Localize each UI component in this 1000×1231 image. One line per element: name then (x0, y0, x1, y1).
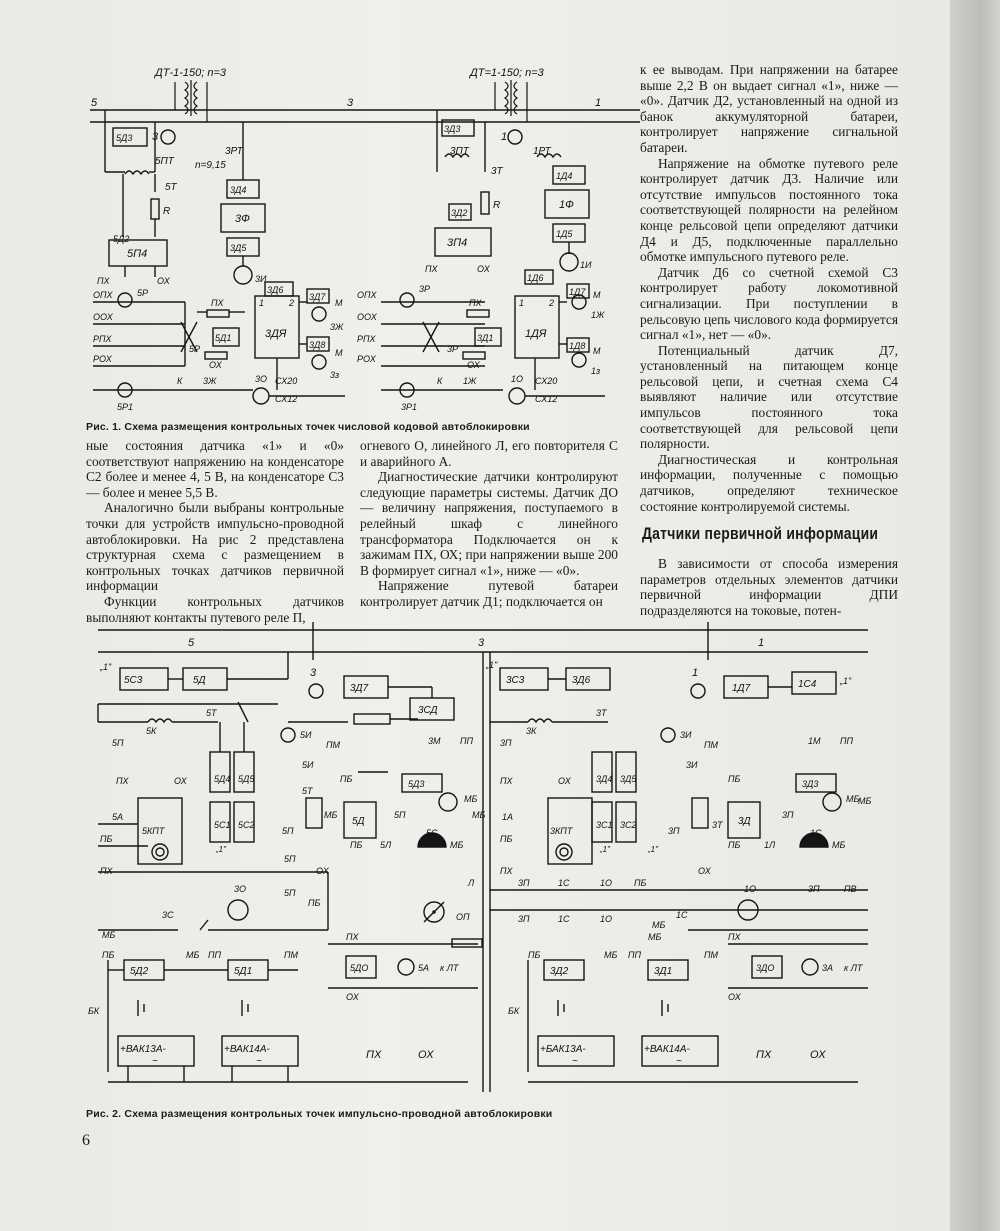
paragraph: Функции контрольных датчиков выполняют контакты путевого реле П, (86, 593, 344, 625)
fig1-label: М (593, 290, 601, 300)
fig2-label: 5И (300, 730, 312, 740)
fig1-label: ОПХ (357, 290, 377, 300)
fig2-label: 3Д6 (572, 675, 591, 686)
fig1-label: ООХ (357, 312, 377, 322)
fig2-label: 5 (188, 637, 195, 649)
fig2-label: МБ (652, 920, 666, 930)
fig1-label: 1Ф (559, 199, 574, 211)
fig2-label: 5П (284, 888, 296, 898)
fig1-label: 5П4 (127, 248, 148, 260)
fig2-label: ПМ (704, 950, 719, 960)
fig2-label: 3П (808, 884, 820, 894)
fig1-label: СХ12 (535, 394, 558, 404)
fig2-label: „1" (216, 845, 226, 854)
fig2-label: ПМ (326, 740, 341, 750)
fig1-label: 3Р (447, 344, 459, 354)
fig2-label: 5П (284, 854, 296, 864)
fig1-label: 3Ф (235, 213, 250, 225)
paragraph: огневого О, линейного Л, его повторителя С и аварийного А. (360, 438, 618, 469)
fig1-label: 1Ж (463, 376, 477, 386)
fig2-label: 1Д7 (732, 683, 751, 694)
fig2-label: 5С1 (214, 820, 231, 830)
fig1-label: СХ12 (275, 394, 298, 404)
fig1-label: ДТ=1-150; n=3 (470, 67, 544, 79)
fig2-label: 5Т (302, 786, 313, 796)
fig2-label: 5Д2 (130, 966, 149, 977)
fig2-label: „1" (486, 660, 498, 670)
fig2-label: 1С (810, 828, 822, 838)
fig2-label: „1" (600, 845, 610, 854)
column-3-continued (640, 556, 898, 618)
fig2-label: 3СД (418, 705, 438, 716)
fig2-label: БК (88, 1006, 100, 1016)
fig2-label: 5К (146, 726, 157, 736)
fig2-label: ПБ (100, 834, 113, 844)
fig1-label: 3Ж (330, 322, 344, 332)
column-2 (360, 438, 618, 610)
fig2-label: МБ (648, 932, 662, 942)
fig1-label: 5Д2 (113, 234, 130, 244)
fig2-label: 5П (282, 826, 294, 836)
fig1-label: 3Д3 (444, 124, 461, 134)
fig2-label: ПХ (500, 776, 513, 786)
fig2-label: МБ (858, 796, 872, 806)
fig1-label: ПХ (211, 298, 224, 308)
fig1-label: ООХ (93, 312, 113, 322)
fig2-label: ПБ (102, 950, 115, 960)
fig2-label: ОХ (174, 776, 187, 786)
fig1-label: 3РТ (225, 146, 243, 157)
fig2-label: ОХ (418, 1049, 434, 1061)
fig2-label: ОХ (316, 866, 329, 876)
fig2-label: 3КПТ (550, 826, 573, 836)
fig1-label: 3з (330, 370, 340, 380)
fig1-label: ОПХ (93, 290, 113, 300)
fig2-label: 1С (558, 878, 570, 888)
fig1-label: 3Д7 (309, 292, 326, 302)
fig2-label: 3Т (596, 708, 607, 718)
fig2-label: „1" (100, 662, 112, 672)
paragraph: Аналогично были выбраны контрольные точки для устройств импульсно-проводной автоблокировки. На рис 2 представлена структурная схема с размещением в контрольных точках датчиков первичной информации (86, 500, 344, 594)
fig2-label: 1С (558, 914, 570, 924)
column-1 (86, 438, 344, 625)
fig2-label: 5А (112, 812, 124, 822)
paragraph: Напряжение путевой батареи контролирует датчик Д1; подключается он (360, 578, 618, 609)
fig2-label: 3О (234, 884, 247, 894)
fig1-label: n=9,15 (195, 160, 226, 171)
fig2-label: ПБ (634, 878, 647, 888)
fig2-label: 3Д (738, 816, 751, 827)
figure-2-caption: Рис. 2. Схема размещения контрольных точек импульсно-проводной автоблокировки (86, 1108, 553, 1120)
paragraph: Диагностическая и контрольная информации, полученные с помощью датчиков, определяют техническое состояние контролируемой системы. (640, 451, 898, 514)
fig2-label: МБ (186, 950, 200, 960)
fig2-label: 5П (394, 810, 406, 820)
fig2-label: 3Д4 (596, 774, 613, 784)
fig2-label: 1 (758, 637, 765, 649)
fig1-label: ОХ (157, 276, 170, 286)
fig2-label: 5Д (352, 816, 365, 827)
fig2-label: 5Д5 (238, 774, 255, 784)
fig1-label: R (493, 200, 501, 211)
fig2-label: ПХ (500, 866, 513, 876)
fig2-label: ПБ (728, 774, 741, 784)
fig2-label: МБ (846, 794, 860, 804)
fig2-label: 5А (418, 963, 430, 973)
fig1-label: 3И (255, 274, 267, 284)
fig2-label: МБ (324, 810, 338, 820)
fig2-label: 1О (600, 878, 613, 888)
fig1-label: 1з (591, 366, 601, 376)
figure-2-schematic (88, 622, 888, 1102)
fig1-label: 1Д5 (556, 229, 573, 239)
fig2-label: 3А (822, 963, 834, 973)
fig2-label: 5Д (193, 675, 206, 686)
fig2-label: 1А (502, 812, 514, 822)
fig2-label: 3П (518, 914, 530, 924)
fig1-label: 5Д1 (215, 333, 232, 343)
fig1-label: 1Д7 (569, 287, 586, 297)
fig2-label: 3Д5 (620, 774, 637, 784)
fig1-label: 1И (580, 260, 592, 270)
fig2-label: 3Д7 (350, 683, 369, 694)
fig1-label: 3Д8 (309, 340, 326, 350)
fig1-label: 3ПТ (450, 146, 469, 157)
fig2-label: 5ДО (350, 963, 369, 973)
fig2-label: ПМ (284, 950, 299, 960)
fig2-label: 3 (310, 667, 317, 679)
fig1-label: СХ20 (275, 376, 298, 386)
fig1-label: СХ20 (535, 376, 558, 386)
fig1-label: 1 (519, 298, 525, 308)
fig1-label: ОХ (209, 360, 222, 370)
fig2-label: 3П (518, 878, 530, 888)
fig2-label: 3 (478, 637, 485, 649)
fig2-label: ПБ (528, 950, 541, 960)
fig2-label: +БАК13А- (540, 1044, 586, 1055)
fig2-label: 5С (426, 828, 438, 838)
fig2-label: к ЛТ (844, 963, 863, 973)
fig1-label: М (335, 348, 343, 358)
fig2-label: ПХ (346, 932, 359, 942)
fig2-label: 5Л (380, 840, 392, 850)
fig2-label: ПХ (116, 776, 129, 786)
page-gutter (950, 0, 1000, 1231)
fig2-label: ПМ (704, 740, 719, 750)
fig2-label: ПБ (340, 774, 353, 784)
fig1-label: 3ДЯ (265, 328, 287, 340)
fig1-label: 1Ж (591, 310, 605, 320)
fig2-label: 5С3 (124, 675, 143, 686)
fig2-label: МБ (832, 840, 846, 850)
fig2-label: 3С3 (506, 675, 525, 686)
fig1-label: 3Т (491, 166, 503, 177)
paragraph: В зависимости от способа измерения параметров отдельных элементов датчики первичной информации ДПИ подразделяются на токовые, потен- (640, 556, 898, 618)
section-heading: Датчики первичной информации (642, 524, 879, 543)
paragraph: Датчик Д6 со счетной схемой С3 контролирует работу локомотивной сигнализации. При поступлении в рельсовую цепь числового кода формируется сигнал «1», нет — «0». (640, 264, 898, 343)
fig2-label: 1С4 (798, 679, 817, 690)
fig2-label: ПБ (500, 834, 513, 844)
fig2-label: 3Д2 (550, 966, 569, 977)
paragraph: Потенциальный датчик Д7, установленный на питающем конце рельсовой цепи, и счетная схема С4 выявляют наличие или отсутствие импульсов постоянного тока соответствующей для рельсовой цепи полярности. (640, 342, 898, 452)
fig1-label: 1Д8 (569, 341, 586, 351)
fig2-label: 5И (302, 760, 314, 770)
fig2-label: ПБ (308, 898, 321, 908)
fig1-label: 1РТ (533, 146, 551, 157)
fig2-label: 3ДО (756, 963, 775, 973)
fig2-label: 5Д3 (408, 779, 425, 789)
fig2-label: БК (508, 1006, 520, 1016)
fig2-label: ПХ (728, 932, 741, 942)
fig2-label: 5Т (206, 708, 217, 718)
fig2-label: „1" (648, 845, 658, 854)
fig1-label: ОХ (467, 360, 480, 370)
fig1-label: К (177, 376, 183, 386)
fig2-label: ОХ (698, 866, 711, 876)
fig2-label: ПХ (756, 1049, 772, 1061)
fig1-label: 3Д5 (230, 243, 247, 253)
fig2-label: 3К (526, 726, 537, 736)
fig2-label: 5Д1 (234, 966, 253, 977)
fig2-label: МБ (464, 794, 478, 804)
fig2-label: ПХ (366, 1049, 382, 1061)
fig2-label: 1 (692, 667, 699, 679)
fig2-label: +ВАК13А- (120, 1044, 166, 1055)
fig2-label: 3П (782, 810, 794, 820)
fig2-label: 3Д1 (654, 966, 673, 977)
fig1-label: 5Р (137, 288, 149, 298)
fig1-label: 1Д4 (556, 171, 573, 181)
fig2-label: 3П (668, 826, 680, 836)
fig1-label: 2 (549, 298, 555, 308)
fig1-label: 3Д6 (267, 285, 284, 295)
paragraph: ные состояния датчика «1» и «0» соответствуют напряжению на конденсаторе С2 более и менее 4, 5 В, на конденсаторе С3 — более и менее 5,5 В. (86, 438, 344, 500)
fig2-label: 3П (500, 738, 512, 748)
fig1-label: 5Р1 (117, 402, 134, 412)
fig2-label: +ВАК14А- (644, 1044, 690, 1055)
fig1-label: ПХ (469, 298, 482, 308)
figure-1-schematic (85, 62, 645, 414)
fig2-label: +ВАК14А- (224, 1044, 270, 1055)
fig1-label: 1 (259, 298, 265, 308)
fig2-label: МБ (450, 840, 464, 850)
fig1-label: РПХ (93, 334, 112, 344)
fig1-label: 1ДЯ (525, 328, 547, 340)
fig2-label: 5Д4 (214, 774, 231, 784)
fig1-label: РОХ (357, 354, 376, 364)
fig2-label: ОП (456, 912, 470, 922)
fig2-label: 5КПТ (142, 826, 165, 836)
fig1-label: 3О (255, 374, 268, 384)
fig1-label: 3П4 (447, 237, 468, 249)
fig1-label: 1 (595, 97, 602, 109)
fig1-label: РПХ (357, 334, 376, 344)
fig2-label: ПХ (100, 866, 113, 876)
fig2-label: ПБ (728, 840, 741, 850)
fig2-label: к ЛТ (440, 963, 459, 973)
fig1-label: 5Д3 (116, 133, 133, 143)
paragraph: Диагностические датчики контролируют следующие параметры системы. Датчик ДО — величину напряжения, поступаемого в релейный шкаф с линейного трансформатора Подключается он к зажимам ПХ, ОХ; при напряжении выше 200 В формирует сигнал «1», ниже — «0». (360, 469, 618, 578)
fig1-label: ДТ-1-150; n=3 (155, 67, 227, 79)
fig1-label: 3Р1 (401, 402, 418, 412)
fig2-label: ПП (840, 736, 854, 746)
fig2-label: 3С2 (620, 820, 637, 830)
fig2-label: ПБ (350, 840, 363, 850)
fig2-label: ПП (208, 950, 222, 960)
fig1-label: 2 (289, 298, 295, 308)
fig2-label: ОХ (558, 776, 571, 786)
fig2-label: ПП (628, 950, 642, 960)
fig1-label: 5ПТ (155, 156, 174, 167)
fig1-label: К (437, 376, 443, 386)
fig1-label: 3 (347, 97, 354, 109)
fig2-label: ОХ (728, 992, 741, 1002)
fig1-label: 5Р (189, 344, 201, 354)
fig2-label: ПП (460, 736, 474, 746)
fig1-label: 3Д4 (230, 185, 247, 195)
fig1-label: R (163, 206, 171, 217)
fig1-label: М (593, 346, 601, 356)
paragraph: к ее выводам. При напряжении на батарее выше 2,2 В он выдает сигнал «1», ниже — «0». Датчик Д2, установленный на одной из банок аккумуляторной батареи, контролирует напряжение сигнальной батареи. (640, 62, 898, 155)
paragraph: Напряжение на обмотке путевого реле контролирует датчик Д3. Наличие или отсутствие импульсов постоянного тока соответствующей полярности на релейном конце рельсовой цепи определяют датчики Д4 и Д5, подключенные параллельно обмотке импульсного путевого реле. (640, 155, 898, 265)
fig1-label: 3Д1 (477, 333, 494, 343)
fig2-label: МБ (102, 930, 116, 940)
fig1-label: 1О (511, 374, 524, 384)
fig2-label: 3С (162, 910, 174, 920)
fig2-label: МБ (472, 810, 486, 820)
fig1-label: РОХ (93, 354, 112, 364)
fig1-label: 1Д6 (527, 273, 544, 283)
fig1-label: 3Р (419, 284, 431, 294)
fig2-label: 1Л (764, 840, 776, 850)
fig1-label: М (335, 298, 343, 308)
fig2-label: „1" (840, 676, 852, 686)
column-3 (640, 62, 898, 514)
fig2-label: 5С2 (238, 820, 255, 830)
fig2-label: ОХ (810, 1049, 826, 1061)
fig1-label: 5 (91, 97, 98, 109)
fig2-label: 3С1 (596, 820, 613, 830)
fig1-label: 3Ж (203, 376, 217, 386)
fig1-label: ОХ (477, 264, 490, 274)
fig2-label: 1С (676, 910, 688, 920)
fig2-label: ~ (152, 1056, 158, 1067)
fig1-label: 3Д2 (451, 208, 468, 218)
fig2-label: 3И (686, 760, 698, 770)
fig2-label: 3Т (712, 820, 723, 830)
fig2-label: ~ (256, 1056, 262, 1067)
fig2-label: 3И (680, 730, 692, 740)
fig1-label: 5Т (165, 182, 177, 193)
fig2-label: ~ (676, 1056, 682, 1067)
fig2-label: 3Д3 (802, 779, 819, 789)
fig2-label: 3М (428, 736, 441, 746)
fig2-label: ПВ (844, 884, 857, 894)
fig2-label: МБ (604, 950, 618, 960)
fig2-label: Л (468, 878, 475, 888)
fig1-label: ПХ (97, 276, 110, 286)
fig2-label: 1М (808, 736, 821, 746)
fig2-label: ~ (572, 1056, 578, 1067)
fig2-label: 1О (744, 884, 757, 894)
page-number: 6 (82, 1132, 90, 1149)
fig1-label: 3 (152, 131, 159, 143)
fig1-label: 1 (501, 131, 508, 143)
figure-1-caption: Рис. 1. Схема размещения контрольных точек числовой кодовой автоблокировки (86, 421, 530, 433)
fig2-label: 5П (112, 738, 124, 748)
fig1-label: ПХ (425, 264, 438, 274)
fig2-label: ОХ (346, 992, 359, 1002)
fig2-label: 1О (600, 914, 613, 924)
